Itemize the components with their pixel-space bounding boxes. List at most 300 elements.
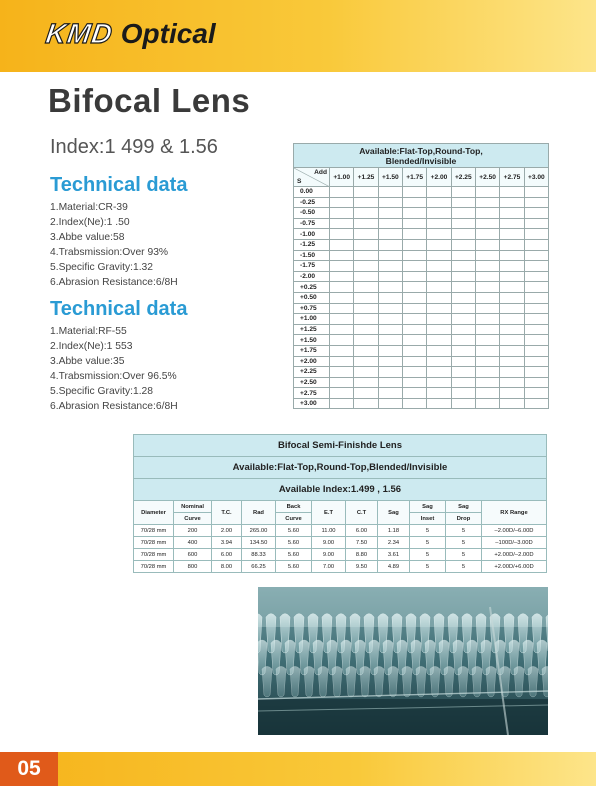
table-cell: 70/28 mm [134,537,174,549]
spec-item: 6.Abrasion Resistance:6/8H [50,277,178,288]
table-cell: 6.00 [212,549,242,561]
grid-cell [475,261,499,272]
grid-cell [524,377,548,388]
table-row [134,561,547,573]
grid-cell [402,398,426,409]
grid-cell [500,314,524,325]
sphere-cell: +0.75 [294,303,330,314]
table-cell: 5.60 [276,549,312,561]
grid-cell [524,324,548,335]
grid-cell [451,324,475,335]
grid-cell [500,271,524,282]
table-cell: 70/28 mm [134,525,174,537]
table-cell: 6.00 [346,525,378,537]
add-header-cell: +1.75 [402,168,426,187]
grid-cell [330,367,354,378]
table-cell: 88.33 [242,549,276,561]
add-header-cell: +1.50 [378,168,402,187]
grid-cell [402,208,426,219]
grid-cell [427,187,451,198]
table-cell: 5 [410,549,446,561]
grid-cell [524,398,548,409]
table-cell: 5 [446,549,482,561]
grid-cell [354,229,378,240]
table-cell: 7.00 [312,561,346,573]
grid-cell [475,187,499,198]
grid-cell [451,335,475,346]
grid-cell [330,261,354,272]
grid-cell [524,197,548,208]
grid-cell [402,356,426,367]
grid-cell [378,324,402,335]
grid-row [294,261,549,272]
grid-cell [354,271,378,282]
grid-cell [402,271,426,282]
grid-cell [475,218,499,229]
brand-logo [43,18,216,50]
grid-cell [500,197,524,208]
grid-cell [402,324,426,335]
table-cell: +2.00D/–2.00D [482,549,547,561]
table-cell: 265.00 [242,525,276,537]
grid-cell [427,229,451,240]
sphere-cell: +1.75 [294,345,330,356]
grid-cell [475,271,499,282]
grid-cell [475,324,499,335]
grid-cell [378,282,402,293]
grid-cell [524,282,548,293]
grid-cell [500,261,524,272]
grid-cell [475,197,499,208]
index-subtitle: Index:1 499 & 1.56 [50,136,218,158]
sphere-cell: +1.50 [294,335,330,346]
sphere-cell: -1.25 [294,239,330,250]
grid-cell [500,398,524,409]
grid-cell [427,303,451,314]
grid-cell [427,377,451,388]
col-sag-inset-sub: Inset [410,513,446,525]
table-cell: 9.50 [346,561,378,573]
grid-cell [524,367,548,378]
section-heading: Technical data [50,298,188,320]
grid-row [294,271,549,282]
grid-cell [500,356,524,367]
grid-cell [354,250,378,261]
grid-cell [378,398,402,409]
grid-row [294,377,549,388]
grid-cell [427,335,451,346]
grid-cell [500,218,524,229]
table-cell: 4.89 [378,561,410,573]
table-cell: 11.00 [312,525,346,537]
grid-cell [500,388,524,399]
col-nominal-sub: Curve [174,513,212,525]
add-header-cell: +1.00 [330,168,354,187]
add-header-cell: +2.75 [500,168,524,187]
grid-row [294,398,549,409]
grid-cell [378,239,402,250]
spec-item: 3.Abbe value:35 [50,356,125,367]
grid-cell [451,229,475,240]
table-cell: +2.00D/+6.00D [482,561,547,573]
grid-cell [427,271,451,282]
grid-cell [451,356,475,367]
table-cell: –2.00D/–6.00D [482,525,547,537]
grid-cell [330,197,354,208]
grid-row [294,314,549,325]
table-cell: 5 [410,525,446,537]
grid-cell [330,377,354,388]
semi-finished-table [133,434,547,573]
table-cell: 9.00 [312,537,346,549]
grid-cell [402,282,426,293]
sphere-cell: -0.50 [294,208,330,219]
sphere-cell: -1.75 [294,261,330,272]
header-banner [0,0,596,72]
grid-cell [475,314,499,325]
grid-cell [500,303,524,314]
table-cell: 1.18 [378,525,410,537]
grid-cell [427,292,451,303]
table-cell: 800 [174,561,212,573]
spec-item: 2.Index(Ne):1 .50 [50,217,130,228]
grid-cell [402,345,426,356]
table-row [134,549,547,561]
grid-cell [354,218,378,229]
grid-row [294,335,549,346]
spec-item: 3.Abbe value:58 [50,232,125,243]
grid-cell [354,335,378,346]
footer-bar [0,752,596,786]
grid-cell [378,229,402,240]
grid-row [294,324,549,335]
grid-cell [402,261,426,272]
grid-cell [500,377,524,388]
grid-cell [524,356,548,367]
col-rad: Rad [242,501,276,525]
add-header-cell: +3.00 [524,168,548,187]
grid-cell [475,239,499,250]
grid-cell [475,292,499,303]
page-number: 05 [0,752,58,786]
sphere-cell: +3.00 [294,398,330,409]
grid-cell [378,388,402,399]
table-cell: 5 [410,561,446,573]
col-sag-drop-sub: Drop [446,513,482,525]
grid-cell [330,271,354,282]
grid-cell [427,388,451,399]
table-cell: 7.50 [346,537,378,549]
table-cell: 2.00 [212,525,242,537]
grid-cell [354,239,378,250]
grid-row [294,303,549,314]
table-cell: 200 [174,525,212,537]
grid-cell [451,282,475,293]
grid-cell [524,314,548,325]
grid-cell [427,398,451,409]
spec-item: 1.Material:RF-55 [50,326,127,337]
lens-production-photo [258,587,548,735]
grid-cell [500,367,524,378]
grid-cell [330,356,354,367]
grid-cell [475,282,499,293]
sphere-cell: -2.00 [294,271,330,282]
semi-table-title: Bifocal Semi-Finishde Lens [134,435,547,457]
grid-cell [330,208,354,219]
table-cell: 70/28 mm [134,549,174,561]
grid-row [294,229,549,240]
sphere-cell: -1.50 [294,250,330,261]
table-cell: 2.34 [378,537,410,549]
technical-data-section-2 [50,298,187,414]
grid-cell [402,314,426,325]
grid-cell [451,187,475,198]
grid-cell [330,218,354,229]
grid-cell [354,377,378,388]
grid-cell [402,377,426,388]
grid-cell [402,218,426,229]
grid-cell [475,367,499,378]
grid-cell [500,239,524,250]
table-cell: 3.61 [378,549,410,561]
table-cell: 70/28 mm [134,561,174,573]
grid-cell [475,377,499,388]
grid-cell [500,292,524,303]
grid-cell [354,197,378,208]
grid-cell [500,335,524,346]
grid-row [294,345,549,356]
add-header-cell: +2.25 [451,168,475,187]
grid-cell [427,261,451,272]
table-cell: 66.25 [242,561,276,573]
grid-cell [427,367,451,378]
grid-cell [524,261,548,272]
grid-cell [354,356,378,367]
grid-cell [451,197,475,208]
sphere-cell: +2.75 [294,388,330,399]
sphere-cell: +1.25 [294,324,330,335]
spec-item: 6.Abrasion Resistance:6/8H [50,401,178,412]
grid-cell [402,367,426,378]
logo-text: Optical [120,18,216,49]
grid-cell [330,187,354,198]
table-row [134,537,547,549]
grid-cell [427,345,451,356]
sphere-cell: 0.00 [294,187,330,198]
grid-cell [451,218,475,229]
grid-row [294,239,549,250]
grid-cell [427,314,451,325]
col-sag: Sag [378,501,410,525]
grid-cell [475,335,499,346]
col-sag-drop: Sag [446,501,482,513]
grid-cell [475,356,499,367]
spec-item: 2.Index(Ne):1 553 [50,341,133,352]
grid-cell [427,239,451,250]
grid-cell [378,271,402,282]
grid-cell [427,208,451,219]
grid-row [294,187,549,198]
grid-cell [330,324,354,335]
grid-cell [524,208,548,219]
grid-cell [330,229,354,240]
logo-mark: KMD [43,18,116,49]
grid-cell [354,303,378,314]
grid-corner-cell [294,168,330,187]
grid-row [294,197,549,208]
grid-cell [378,261,402,272]
corner-add-label: Add [314,169,327,176]
grid-cell [451,367,475,378]
grid-cell [500,229,524,240]
grid-cell [378,218,402,229]
grid-cell [354,398,378,409]
table-cell: 400 [174,537,212,549]
grid-cell [475,388,499,399]
grid-cell [378,303,402,314]
grid-cell [354,208,378,219]
sphere-cell: -0.25 [294,197,330,208]
grid-cell [524,229,548,240]
grid-cell [354,187,378,198]
grid-cell [354,314,378,325]
grid-cell [378,250,402,261]
grid-cell [330,314,354,325]
technical-data-section-1 [50,174,187,290]
grid-cell [524,335,548,346]
table-cell: –100D/–3.00D [482,537,547,549]
table-cell: 5.60 [276,561,312,573]
grid-cell [475,250,499,261]
grid-cell [500,324,524,335]
table-cell: 5.60 [276,537,312,549]
grid-cell [378,356,402,367]
grid-cell [524,345,548,356]
spec-item: 1.Material:CR-39 [50,202,128,213]
grid-caption: Available:Flat-Top,Round-Top, Blended/Invisible [294,144,549,168]
grid-cell [330,282,354,293]
grid-cell [427,282,451,293]
grid-cell [500,345,524,356]
grid-cell [354,261,378,272]
grid-cell [451,261,475,272]
table-cell: 5.60 [276,525,312,537]
grid-cell [427,324,451,335]
grid-cell [378,292,402,303]
grid-cell [378,187,402,198]
grid-row [294,388,549,399]
grid-cell [402,229,426,240]
grid-row [294,250,549,261]
grid-cell [451,377,475,388]
grid-cell [330,335,354,346]
grid-cell [330,303,354,314]
grid-cell [402,239,426,250]
addition-grid-table [293,143,549,409]
sphere-cell: -1.00 [294,229,330,240]
col-nominal: Nominal [174,501,212,513]
grid-cell [500,282,524,293]
add-header-cell: +2.00 [427,168,451,187]
table-cell: 5 [446,561,482,573]
col-ct: C.T [346,501,378,525]
table-cell: 5 [446,525,482,537]
section-heading: Technical data [50,174,188,196]
col-rx-range: RX Range [482,501,547,525]
grid-cell [427,218,451,229]
grid-cell [524,303,548,314]
grid-cell [330,388,354,399]
grid-row [294,208,549,219]
grid-cell [451,250,475,261]
grid-cell [402,388,426,399]
table-cell: 5 [446,537,482,549]
sphere-cell: -0.75 [294,218,330,229]
grid-cell [475,398,499,409]
grid-cell [402,250,426,261]
col-tc: T.C. [212,501,242,525]
grid-cell [524,250,548,261]
grid-cell [475,345,499,356]
spec-item: 4.Trabsmission:Over 96.5% [50,371,177,382]
table-row [134,525,547,537]
grid-row [294,367,549,378]
grid-cell [427,250,451,261]
grid-cell [451,345,475,356]
table-cell: 9.00 [312,549,346,561]
grid-cell [378,314,402,325]
grid-cell [500,187,524,198]
grid-cell [354,388,378,399]
grid-cell [354,345,378,356]
grid-cell [451,292,475,303]
grid-row [294,292,549,303]
spec-item: 4.Trabsmission:Over 93% [50,247,169,258]
page-title: Bifocal Lens [48,82,251,119]
sphere-cell: +1.00 [294,314,330,325]
grid-cell [451,208,475,219]
spec-item: 5.Specific Gravity:1.32 [50,262,154,273]
grid-cell [451,239,475,250]
grid-cell [378,367,402,378]
table-cell: 600 [174,549,212,561]
add-header-cell: +2.50 [475,168,499,187]
grid-cell [402,292,426,303]
grid-row [294,282,549,293]
grid-cell [354,292,378,303]
grid-cell [378,377,402,388]
sphere-cell: +0.50 [294,292,330,303]
grid-cell [402,197,426,208]
table-cell: 8.80 [346,549,378,561]
grid-cell [451,303,475,314]
col-diameter: Diameter [134,501,174,525]
grid-cell [378,335,402,346]
grid-cell [402,187,426,198]
grid-cell [402,303,426,314]
grid-cell [427,356,451,367]
sphere-cell: +2.50 [294,377,330,388]
grid-cell [354,367,378,378]
grid-cell [500,208,524,219]
grid-cell [524,239,548,250]
grid-cell [354,282,378,293]
col-back: Back [276,501,312,513]
grid-cell [330,239,354,250]
sphere-cell: +0.25 [294,282,330,293]
grid-cell [451,398,475,409]
grid-cell [475,208,499,219]
